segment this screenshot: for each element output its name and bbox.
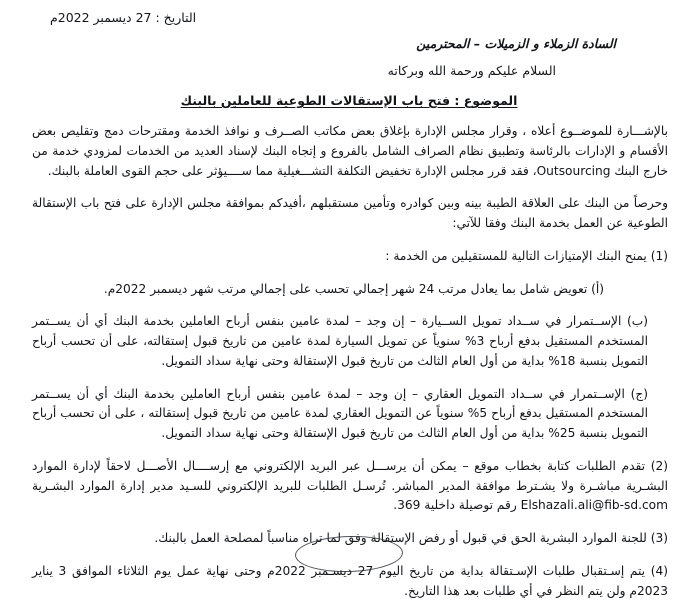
document-salutation: السادة الزملاء و الزميلات – المحترمين xyxy=(416,36,616,51)
document-subject: الموضوع : فتح باب الإستقالات الطوعية للعاملين بالبنك xyxy=(180,93,518,108)
list-subitem-1c: (ج) الإســتمرار في ســداد التمويل العقاري – إن وجد – لمدة عامين بنفس أرباح العاملين بخدمة البنك أي أن يســتمر المستخدم المستقيل بدفع أرباح 5% سنوياً عن التمويل العقاري لمدة عامين من تاريخ قبول إستقالته ، على أن تحسب أرباح التمويل بنسبة 25% بداية من أول العام الثالث من تاريخ قبول الإستقالة وحتى نهاية سداد التمويل. xyxy=(32,386,648,441)
list-item-3: (3) للجنة الموارد البشرية الحق في قبول أو رفض الإستقالة وفق لما تراه مناسباً لمصلحة العمل بالبنك. xyxy=(154,531,668,546)
list-subitem-1b: (ب) الإســتمرار في ســداد تمويل الســيارة – إن وجد – لمدة عامين بنفس أرباح العاملين بخدمة البنك أي أن يســتمر المستخدم المستقيل بدفع أرباح 3% سنوياً عن تمويل السيارة لمدة عامين من تاريخ قبول إستقالته، على أن تحسب أرباح التمويل بنسبة 18% بداية من أول العام الثالث من تاريخ قبول الإستقالة وحتى نهاية سداد التمويل. xyxy=(32,314,648,368)
extension-period: . xyxy=(393,498,398,513)
list-item-4: (4) يتم إسـتقبال طلبات الإسـتقالة بداية من تاريخ اليوم 27 ديسـمبر 2022م وحتى نهاية عمل يوم الثلاثاء الموافق 3 يناير 2023م ولن يتم النظر في أي طلبات بعد هذا التاريخ. xyxy=(32,564,668,598)
hr-email-address: Elshazali.ali@fib-sd.com xyxy=(520,498,668,513)
document-date-text: التاريخ : 27 ديسمبر 2022م xyxy=(50,10,197,25)
extension-label: رقم توصيلة داخلية xyxy=(424,498,517,513)
document-greeting: السلام عليكم ورحمة الله وبركاته xyxy=(387,63,556,78)
paragraph-reference: بالإشـــارة للموضــوع أعلاه ، وقرار مجلس الإدارة بإغلاق بعض مكاتب الصــرف و نوافذ الخدمة ومقترحات دمج وتقليص بعض الأقسام و الإدارات بالرئاسة وتطبيق نظام الصراف الشامل بالفروع و إتجاه البنك لإسناد العديد من الخدمات لمزودي خدمة من خارج البنك Outsourcing، فقد قرر مجلس الإدارة تخفيض التكلفة التشـــغيلية مما ســــيؤثر على حجم القوى العاملة بالبنك. xyxy=(32,124,668,178)
extension-number: 369 xyxy=(397,498,421,513)
list-item-2-text: (2) تقدم الطلبات كتابة بخطاب موقع – يمكن أن يرســـل عبر البريد الإلكتروني مع إرســــال الأصـــل لاحقاً لإدارة الموارد البشـرية مباشـرة ولا يشـترط موافقة المدير المباشر. تُرسـل الطلبات للبريد الإلكتروني للسـيد مدير إدارة الموارد البشـرية xyxy=(32,458,668,493)
paragraph-board-approval: وحرصاً من البنك على العلاقة الطيبة بينه وبين كوادره وتأمين مستقبلهم ،أفيدكم بموافقة مجلس الإدارة على فتح باب الإستقالة الطوعية عن العمل بخدمة البنك وفقا للآتي: xyxy=(32,196,668,231)
list-subitem-1a: (أ) تعويض شامل بما يعادل مرتب 24 شهر إجمالي تحسب على إجمالي مرتب شهر ديسمبر 2022م. xyxy=(103,281,604,296)
list-item-1: (1) يمنح البنك الإمتيازات التالية للمستقيلين من الخدمة : xyxy=(385,248,668,263)
document-date xyxy=(22,10,668,25)
list-item-2 xyxy=(32,457,668,516)
